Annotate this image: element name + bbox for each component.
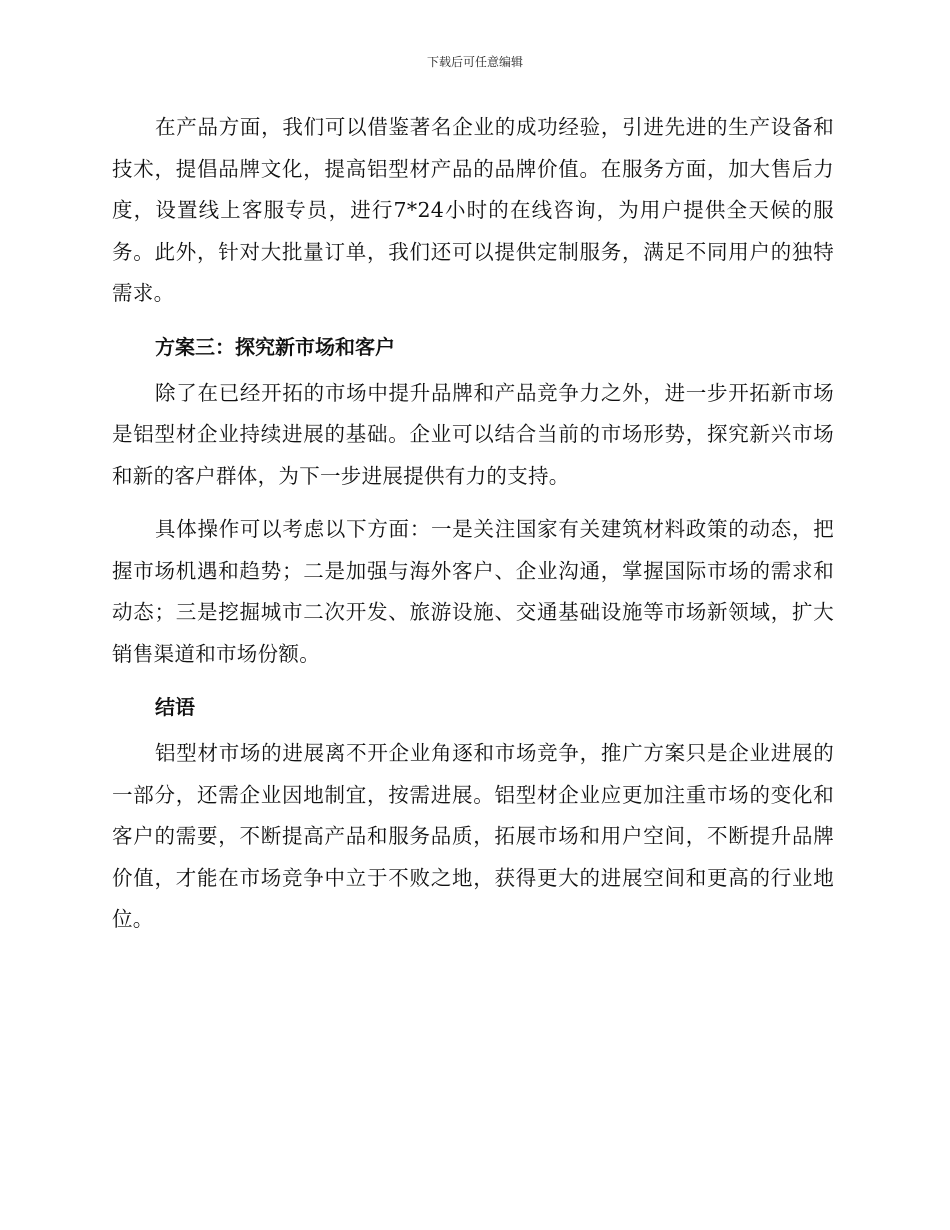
section-heading-plan-three: 方案三：探究新市场和客户 (155, 334, 395, 359)
page-header: 下载后可任意编辑 (426, 55, 523, 69)
paragraph-operations: 具体操作可以考虑以下方面：一是关注国家有关建筑材料政策的动态，把握市场机遇和趋势；二是加强与海外客户、企业沟通，掌握国际市场的需求和动态；三是挖掘城市二次开发、旅游设施、交通基础设施等市场新领域，扩大销售渠道和市场份额。 (112, 517, 834, 666)
paragraph-product-service: 在产品方面，我们可以借鉴著名企业的成功经验，引进先进的生产设备和技术，提倡品牌文化，提高铝型材产品的品牌价值。在服务方面，加大售后力度，设置线上客服专员，进行7*24小时的在线咨询，为用户提供全天候的服务。此外，针对大批量订单，我们还可以提供定制服务，满足不同用户的独特需求。 (112, 115, 834, 305)
paragraph-new-market: 除了在已经开拓的市场中提升品牌和产品竞争力之外，进一步开拓新市场是铝型材企业持续进展的基础。企业可以结合当前的市场形势，探究新兴市场和新的客户群体，为下一步进展提供有力的支持。 (112, 380, 834, 488)
section-heading-conclusion: 结语 (155, 695, 195, 719)
paragraph-conclusion: 铝型材市场的进展离不开企业角逐和市场竞争，推广方案只是企业进展的一部分，还需企业因地制宜，按需进展。铝型材企业应更加注重市场的变化和客户的需要，不断提高产品和服务品质，拓展市场和用户空间，不断提升品牌价值，才能在市场竞争中立于不败之地，获得更大的进展空间和更高的行业地位。 (112, 741, 834, 931)
document-body (112, 107, 834, 941)
